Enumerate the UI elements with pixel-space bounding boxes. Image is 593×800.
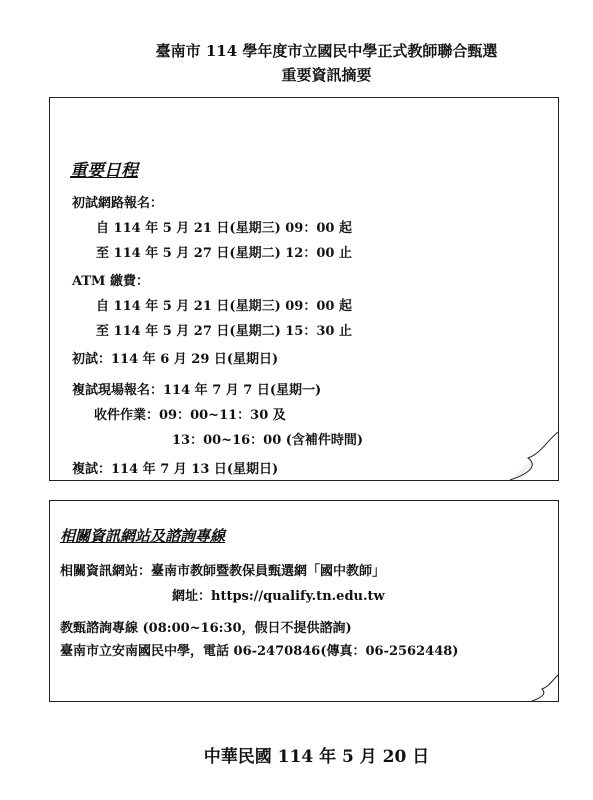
info-website-url[interactable]: 網址：https://qualify.tn.edu.tw — [172, 589, 385, 604]
online-registration-end: 至 114 年 5 月 27 日(星期二) 12：00 止 — [96, 246, 352, 261]
online-registration-start: 自 114 年 5 月 21 日(星期三) 09：00 起 — [96, 221, 352, 236]
document-date: 中華民國 114 年 5 月 20 日 — [203, 747, 430, 767]
schedule-heading: 重要日程 — [70, 161, 138, 181]
school-contact: 臺南市立安南國民中學，電話 06-2470846(傳真：06-2562448) — [60, 644, 459, 659]
atm-payment-start: 自 114 年 5 月 21 日(星期三) 09：00 起 — [96, 299, 352, 314]
document-collection-time-morning: 收件作業：09：00~11：30 及 — [94, 408, 286, 423]
retest-registration-date: 複試現場報名：114 年 7 月 7 日(星期一) — [72, 383, 322, 398]
atm-payment-end: 至 114 年 5 月 27 日(星期二) 15：30 止 — [96, 324, 352, 339]
first-exam-date: 初試：114 年 6 月 29 日(星期日) — [72, 352, 279, 367]
hotline-hours: 教甄諮詢專線 (08:00~16:30，假日不提供諮詢) — [60, 621, 352, 636]
page-curl-icon — [506, 428, 558, 480]
info-website-label: 相關資訊網站：臺南市教師暨教保員甄選網「國中教師」 — [60, 564, 386, 579]
document-title: 臺南市 114 學年度市立國民中學正式教師聯合甄選 — [155, 42, 498, 60]
online-registration-label: 初試網路報名： — [72, 196, 164, 211]
info-heading: 相關資訊網站及諮詢專線 — [60, 527, 226, 545]
atm-payment-label: ATM 繳費： — [72, 274, 149, 289]
schedule-box — [49, 97, 559, 481]
info-box — [49, 500, 559, 702]
document-subtitle: 重要資訊摘要 — [281, 66, 372, 84]
page-curl-icon — [530, 673, 558, 701]
retest-date: 複試：114 年 7 月 13 日(星期日) — [72, 462, 279, 477]
document-collection-time-afternoon: 13：00~16：00 (含補件時間) — [172, 433, 364, 448]
